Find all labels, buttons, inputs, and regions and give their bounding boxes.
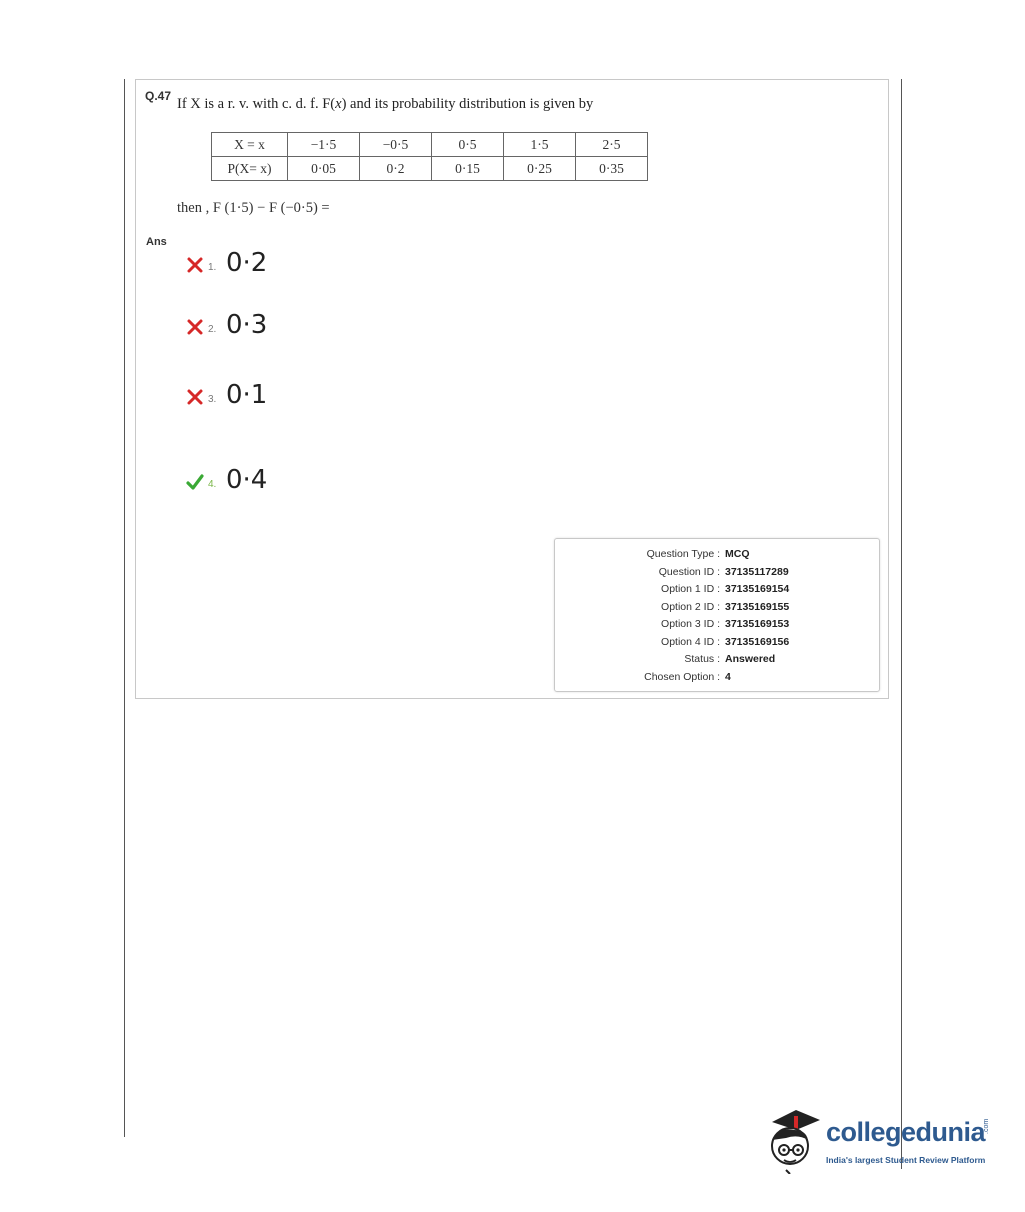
p-value: 0·15: [432, 157, 504, 181]
info-row: Option 3 ID : 37135169153: [661, 618, 790, 630]
question-text: If X is a r. v. with c. d. f. F(x) and its probability distribution is given by: [177, 96, 594, 112]
question-number: Q.47: [145, 89, 172, 103]
table-row: [212, 157, 648, 181]
question-info-panel: [554, 538, 880, 692]
info-value: 4: [725, 670, 731, 683]
x-value: −1·5: [288, 133, 360, 157]
info-row: Option 2 ID : 37135169155: [661, 600, 790, 613]
answer-label: Ans: [146, 236, 167, 248]
option-value: 0·3: [226, 310, 268, 340]
check-icon: [186, 473, 204, 491]
info-row: Question ID : 37135117289: [658, 565, 789, 578]
x-value: 0·5: [432, 133, 504, 157]
info-value: 37135169155: [725, 600, 790, 613]
info-value: Answered: [725, 653, 776, 665]
option-value: 0·4: [226, 465, 268, 495]
x-value: 2·5: [576, 133, 648, 157]
mascot-icon: [764, 1104, 824, 1174]
option-value: 0·1: [226, 380, 268, 410]
info-value: 37135117289: [725, 565, 789, 578]
option-number: 1.: [208, 262, 217, 273]
cross-icon: [186, 318, 204, 336]
row-label-p: P(X= x): [212, 157, 288, 181]
p-value: 0·25: [504, 157, 576, 181]
info-value: MCQ: [725, 548, 750, 560]
info-row: Question Type : MCQ: [646, 548, 750, 560]
x-value: 1·5: [504, 133, 576, 157]
brand-tagline: India's largest Student Review Platform: [826, 1155, 986, 1165]
page-border-left: [124, 79, 125, 1137]
p-value: 0·2: [360, 157, 432, 181]
brand-name: collegedunia: [826, 1117, 986, 1147]
info-value: 37135169154: [725, 583, 790, 595]
p-value: 0·35: [576, 157, 648, 181]
row-label-x: X = x: [212, 133, 288, 157]
page-border-right: [901, 79, 902, 1169]
cross-icon: [186, 256, 204, 274]
collegedunia-logo: [764, 1104, 994, 1174]
question-expression: then , F (1·5) − F (−0·5) =: [177, 200, 330, 216]
option-value: 0·2: [226, 248, 268, 278]
info-row: Status : Answered: [684, 653, 776, 665]
info-row: Chosen Option : 4: [644, 670, 731, 683]
distribution-table: [211, 132, 648, 181]
info-row: Option 4 ID : 37135169156: [661, 635, 790, 648]
info-value: 37135169156: [725, 635, 790, 648]
option-number: 3.: [208, 394, 217, 405]
option-number: 4.: [208, 479, 217, 490]
p-value: 0·05: [288, 157, 360, 181]
option-number: 2.: [208, 324, 217, 335]
question-panel: [135, 79, 889, 699]
info-value: 37135169153: [725, 618, 790, 630]
cross-icon: [186, 388, 204, 406]
table-row: [212, 133, 648, 157]
brand-suffix: .com: [983, 1118, 990, 1134]
info-row: Option 1 ID : 37135169154: [661, 583, 790, 595]
x-value: −0·5: [360, 133, 432, 157]
